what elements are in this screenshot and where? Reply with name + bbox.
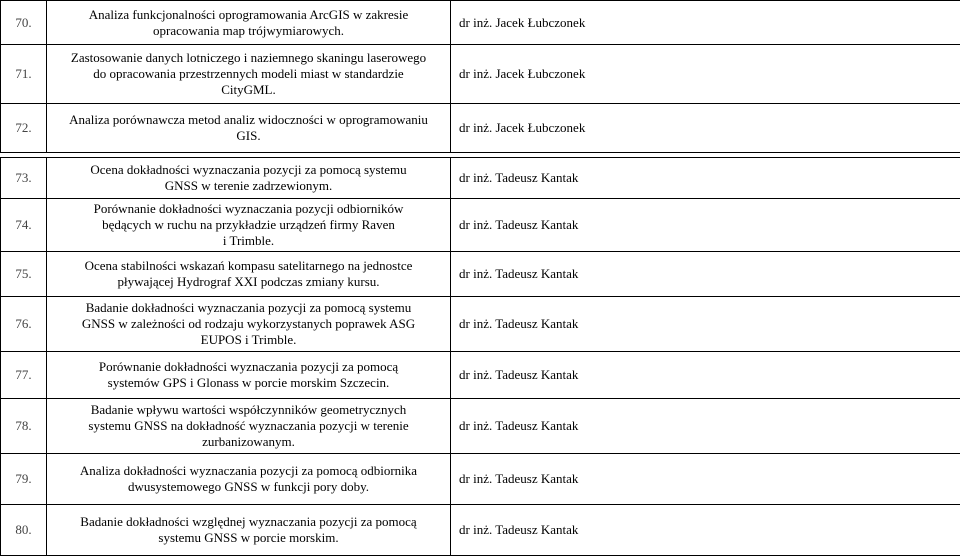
supervisor-name: dr inż. Tadeusz Kantak: [451, 505, 960, 556]
thesis-title: Analiza dokładności wyznaczania pozycji za pomocą odbiornika dwusystemowego GNSS w funkcji pory doby.: [47, 454, 451, 505]
table-row: [1, 352, 960, 399]
supervisor-name: dr inż. Tadeusz Kantak: [451, 454, 960, 505]
supervisor-name: dr inż. Tadeusz Kantak: [451, 399, 960, 454]
table-row: [1, 399, 960, 454]
table-row: [1, 104, 960, 153]
row-number: 79.: [1, 454, 47, 505]
row-number: 73.: [1, 158, 47, 199]
thesis-title: Ocena dokładności wyznaczania pozycji za pomocą systemu GNSS w terenie zadrzewionym.: [47, 158, 451, 199]
thesis-title: Zastosowanie danych lotniczego i naziemnego skaningu laserowego do opracowania przestrzennych modeli miast w standardzie CityGML.: [47, 45, 451, 104]
thesis-title: Ocena stabilności wskazań kompasu satelitarnego na jednostce pływającej Hydrograf XXI podczas zmiany kursu.: [47, 252, 451, 297]
supervisor-name: dr inż. Jacek Łubczonek: [451, 104, 960, 153]
row-number: 80.: [1, 505, 47, 556]
table-row: [1, 1, 960, 45]
supervisor-name: dr inż. Jacek Łubczonek: [451, 45, 960, 104]
supervisor-name: dr inż. Jacek Łubczonek: [451, 1, 960, 45]
topics-table-jacek-lubczonek: [0, 0, 960, 153]
row-number: 71.: [1, 45, 47, 104]
row-number: 77.: [1, 352, 47, 399]
table-row: [1, 199, 960, 252]
supervisor-name: dr inż. Tadeusz Kantak: [451, 199, 960, 252]
table-row: [1, 297, 960, 352]
table-row: [1, 454, 960, 505]
thesis-title: Porównanie dokładności wyznaczania pozycji za pomocą systemów GPS i Glonass w porcie morskim Szczecin.: [47, 352, 451, 399]
thesis-title: Analiza funkcjonalności oprogramowania ArcGIS w zakresie opracowania map trójwymiarowych.: [47, 1, 451, 45]
thesis-title: Badanie dokładności względnej wyznaczania pozycji za pomocą systemu GNSS w porcie morskim.: [47, 505, 451, 556]
supervisor-name: dr inż. Tadeusz Kantak: [451, 252, 960, 297]
thesis-title: Badanie wpływu wartości współczynników geometrycznych systemu GNSS na dokładność wyznaczania pozycji w terenie zurbanizowanym.: [47, 399, 451, 454]
table-row: [1, 252, 960, 297]
row-number: 78.: [1, 399, 47, 454]
row-number: 72.: [1, 104, 47, 153]
topics-table-tadeusz-kantak: [0, 157, 960, 556]
thesis-title: Porównanie dokładności wyznaczania pozycji odbiorników będących w ruchu na przykładzie urządzeń firmy Raven i Trimble.: [47, 199, 451, 252]
row-number: 76.: [1, 297, 47, 352]
supervisor-name: dr inż. Tadeusz Kantak: [451, 158, 960, 199]
row-number: 75.: [1, 252, 47, 297]
supervisor-name: dr inż. Tadeusz Kantak: [451, 297, 960, 352]
supervisor-name: dr inż. Tadeusz Kantak: [451, 352, 960, 399]
row-number: 70.: [1, 1, 47, 45]
thesis-title: Analiza porównawcza metod analiz widoczności w oprogramowaniu GIS.: [47, 104, 451, 153]
table-row: [1, 158, 960, 199]
thesis-title: Badanie dokładności wyznaczania pozycji za pomocą systemu GNSS w zależności od rodzaju wykorzystanych poprawek ASG EUPOS i Trimble.: [47, 297, 451, 352]
row-number: 74.: [1, 199, 47, 252]
table-row: [1, 45, 960, 104]
